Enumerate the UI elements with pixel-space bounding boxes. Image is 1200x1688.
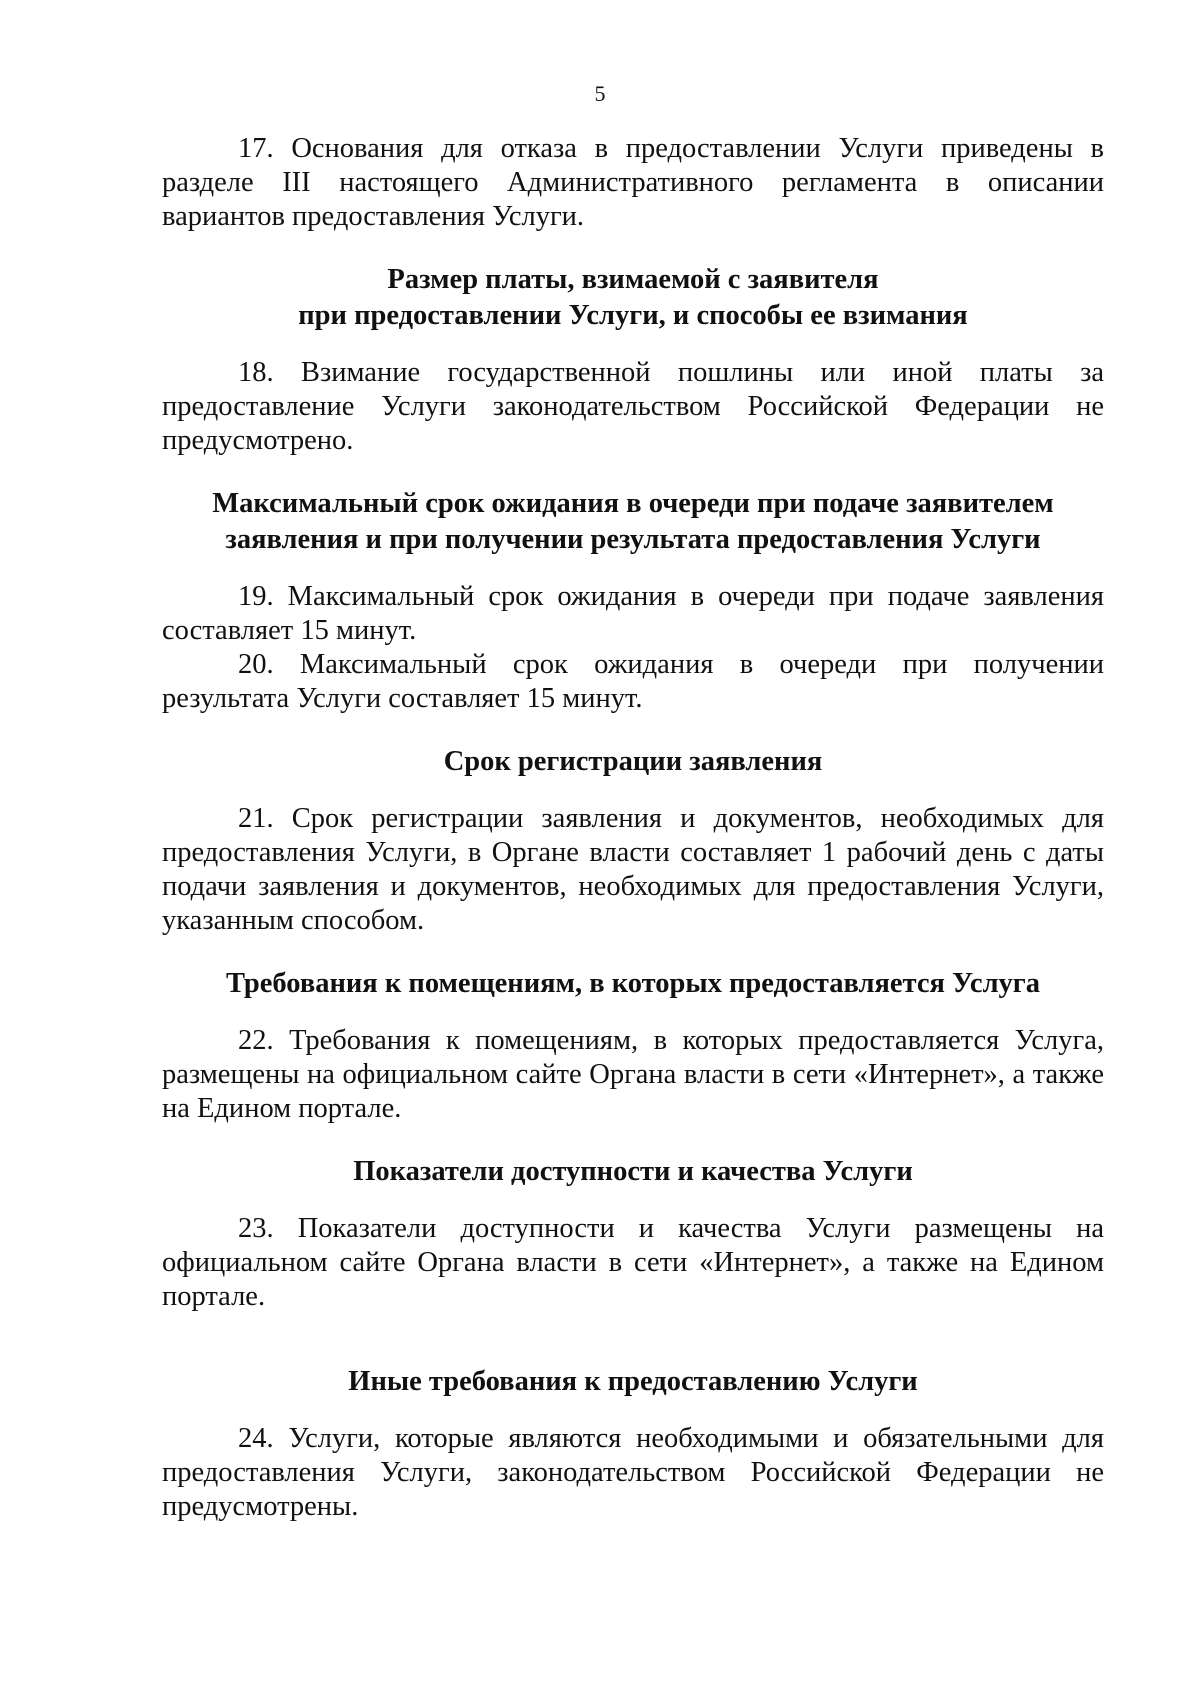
- heading-fee-line-2: при предоставлении Услуги, и способы ее взимания: [298, 300, 968, 331]
- paragraph-20: 20. Максимальный срок ожидания в очереди при получении результата Услуги составляет 15 минут.: [162, 649, 1104, 714]
- paragraph-17: 17. Основания для отказа в предоставлении Услуги приведены в разделе III настоящего Административного регламента в описании вариантов предоставления Услуги.: [162, 133, 1104, 232]
- heading-queue: [162, 486, 1104, 558]
- heading-queue-line-1: Максимальный срок ожидания в очереди при подаче заявителем: [212, 488, 1054, 519]
- heading-premises-line-1: Требования к помещениям, в которых предоставляется Услуга: [225, 968, 1041, 999]
- paragraph-21: 21. Срок регистрации заявления и документов, необходимых для предоставления Услуги, в Органе власти составляет 1 рабочий день с даты подачи заявления и документов, необходимых для предоставления Услуги, указанным способом.: [162, 803, 1104, 936]
- paragraph-19: 19. Максимальный срок ожидания в очереди при подаче заявления составляет 15 минут.: [162, 581, 1104, 646]
- paragraph-22: 22. Требования к помещениям, в которых предоставляется Услуга, размещены на официальном сайте Органа власти в сети «Интернет», а также на Едином портале.: [162, 1025, 1104, 1124]
- heading-registration-line-1: Срок регистрации заявления: [443, 746, 823, 777]
- heading-premises: [162, 966, 1104, 1002]
- heading-quality-line-1: Показатели доступности и качества Услуги: [353, 1156, 913, 1187]
- document-body: [162, 132, 1104, 1524]
- heading-registration: [162, 744, 1104, 780]
- heading-fee-line-1: Размер платы, взимаемой с заявителя: [387, 264, 879, 295]
- heading-quality: [162, 1154, 1104, 1190]
- paragraph-23: 23. Показатели доступности и качества Услуги размещены на официальном сайте Органа власти в сети «Интернет», а также на Едином портале.: [162, 1213, 1104, 1312]
- paragraph-24: 24. Услуги, которые являются необходимыми и обязательными для предоставления Услуги, законодательством Российской Федерации не предусмотрены.: [162, 1423, 1104, 1522]
- heading-queue-line-2: заявления и при получении результата предоставления Услуги: [225, 524, 1041, 555]
- paragraph-18: 18. Взимание государственной пошлины или иной платы за предоставление Услуги законодательством Российской Федерации не предусмотрено.: [162, 357, 1104, 456]
- heading-fee: [162, 262, 1104, 334]
- heading-other: [162, 1364, 1104, 1400]
- page-number: 5: [594, 81, 606, 106]
- heading-other-line-1: Иные требования к предоставлению Услуги: [348, 1366, 918, 1397]
